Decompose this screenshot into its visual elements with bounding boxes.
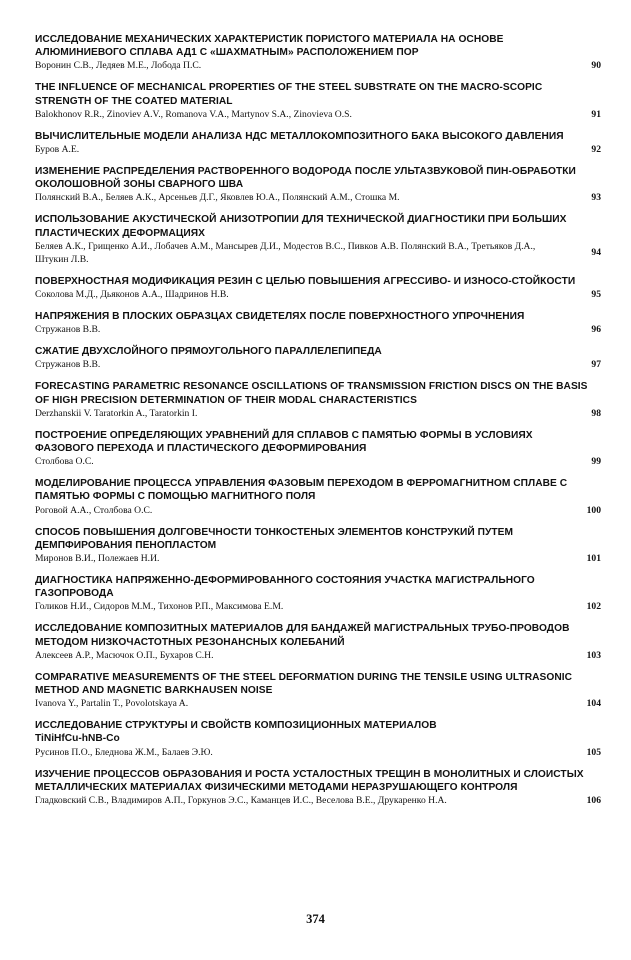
toc-entry-page-number: 91 <box>591 108 601 120</box>
toc-entry-page-number: 103 <box>586 649 601 661</box>
toc-entry-page-number: 100 <box>586 504 601 516</box>
toc-entry-authors: Стружанов В.В. <box>35 324 101 336</box>
toc-entry-page-number: 96 <box>591 324 601 336</box>
toc-entry-title: ИССЛЕДОВАНИЕ МЕХАНИЧЕСКИХ ХАРАКТЕРИСТИК ПОРИСТОГО МАТЕРИАЛА НА ОСНОВЕ АЛЮМИНИЕВОГО СПЛАВА АД1 С «ШАХМАТНЫМ» РАСПОЛОЖЕНИЕМ ПОР <box>35 34 504 59</box>
toc-entry-title: СЖАТИЕ ДВУХСЛОЙНОГО ПРЯМОУГОЛЬНОГО ПАРАЛЛЕЛЕПИПЕДА <box>35 346 382 358</box>
toc-entry <box>35 33 601 72</box>
toc-entry <box>35 81 601 120</box>
toc-entry-authors: Balokhonov R.R., Zinoviev A.V., Romanova V.A., Martynov S.A., Zinovieva O.S. <box>35 108 352 120</box>
toc-entry-authors: Воронин С.В., Ледяев М.Е., Лобода П.С. <box>35 60 202 72</box>
toc-entry <box>35 380 601 419</box>
toc-entry-title: МОДЕЛИРОВАНИЕ ПРОЦЕССА УПРАВЛЕНИЯ ФАЗОВЫМ ПЕРЕХОДОМ В ФЕРРОМАГНИТНОМ СПЛАВЕ С ПАМЯТЬЮ ФОРМЫ С ПОМОЩЬЮ МАГНИТНОГО ПОЛЯ <box>35 478 568 503</box>
toc-entry-title: ИСПОЛЬЗОВАНИЕ АКУСТИЧЕСКОЙ АНИЗОТРОПИИ ДЛЯ ТЕХНИЧЕСКОЙ ДИАГНОСТИКИ ПРИ БОЛЬШИХ ПЛАСТИЧЕСКИХ ДЕФОРМАЦИЯХ <box>35 214 567 239</box>
toc-entry-page-number: 105 <box>586 746 601 758</box>
toc-entry-subtitle: TiNiHfCu-hNB-Co <box>35 733 120 745</box>
toc-entry-title: ВЫЧИСЛИТЕЛЬНЫЕ МОДЕЛИ АНАЛИЗА НДС МЕТАЛЛОКОМПОЗИТНОГО БАКА ВЫСОКОГО ДАВЛЕНИЯ <box>35 130 564 142</box>
toc-entry <box>35 345 601 371</box>
toc-entry-page-number: 93 <box>591 192 601 204</box>
toc-entry-page-number: 94 <box>591 246 601 258</box>
toc-entry-authors: Ivanova Y., Partalin T., Povolotskaya A. <box>35 698 189 710</box>
toc-entry <box>35 671 601 710</box>
toc-entry-page-number: 104 <box>586 698 601 710</box>
toc-entry-authors: Беляев А.К., Грищенко А.И., Лобачев А.М., Мансырев Д.И., Модестов В.С., Пивков А.В. Полянский В.А., Третьяков Д.А., Штукин Л.В. <box>35 240 536 265</box>
toc-entry <box>35 768 601 807</box>
toc-entry <box>35 622 601 661</box>
toc-entry <box>35 429 601 468</box>
toc-entry-title: ИССЛЕДОВАНИЕ СТРУКТУРЫ И СВОЙСТВ КОМПОЗИЦИОННЫХ МАТЕРИАЛОВ <box>35 720 437 732</box>
toc-entry <box>35 719 601 758</box>
toc-entry-authors: Столбова О.С. <box>35 456 94 468</box>
toc-entry-title: FORECASTING PARAMETRIC RESONANCE OSCILLATIONS OF TRANSMISSION FRICTION DISCS ON THE BASIS OF HIGH PRECISION DETERMINATION OF THEIR MODAL CHARACTERISTICS <box>35 381 588 406</box>
toc-entry-authors: Русинов П.О., Бледнова Ж.М., Балаев Э.Ю. <box>35 746 213 758</box>
toc-entry-title: ДИАГНОСТИКА НАПРЯЖЕННО-ДЕФОРМИРОВАННОГО СОСТОЯНИЯ УЧАСТКА МАГИСТРАЛЬНОГО ГАЗОПРОВОДА <box>35 575 535 600</box>
toc-entry-authors: Алексеев А.Р., Масючок О.П., Бухаров С.Н. <box>35 649 214 661</box>
toc-entry-title: ПОВЕРХНОСТНАЯ МОДИФИКАЦИЯ РЕЗИН С ЦЕЛЬЮ ПОВЫШЕНИЯ АГРЕССИВО- И ИЗНОСО-СТОЙКОСТИ <box>35 275 576 287</box>
toc-entry-page-number: 90 <box>591 60 601 72</box>
toc-entry-title: СПОСОБ ПОВЫШЕНИЯ ДОЛГОВЕЧНОСТИ ТОНКОСТЕНЫХ ЭЛЕМЕНТОВ КОНСТРУКИЙ ПУТЕМ ДЕМПФИРОВАНИЯ ПЕНОПЛАСТОМ <box>35 526 514 551</box>
toc-entry <box>35 275 601 301</box>
toc-entry-title: ПОСТРОЕНИЕ ОПРЕДЕЛЯЮЩИХ УРАВНЕНИЙ ДЛЯ СПЛАВОВ С ПАМЯТЬЮ ФОРМЫ В УСЛОВИЯХ ФАЗОВОГО ПЕРЕХОДА И ПЛАСТИЧЕСКОГО ДЕФОРМИРОВАНИЯ <box>35 429 533 455</box>
toc-entry-authors: Голиков Н.И., Сидоров М.М., Тихонов Р.П., Максимова Е.М. <box>35 601 284 613</box>
toc-entry-page-number: 102 <box>586 601 601 613</box>
toc-entry-page-number: 92 <box>591 144 601 156</box>
toc-entry-title: COMPARATIVE MEASUREMENTS OF THE STEEL DEFORMATION DURING THE TENSILE USING ULTRASONIC METHOD AND MAGNETIC BARKHAUSEN NOISE <box>35 671 573 697</box>
toc-entry-authors: Соколова М.Д., Дьяконов А.А., Шадринов Н.В. <box>35 289 229 301</box>
toc-entry-authors: Гладковский С.В., Владимиров А.П., Горкунов Э.С., Каманцев И.С., Веселова В.Е., Друкаренко Н.А. <box>35 795 447 807</box>
toc-entry-authors: Полянский В.А., Беляев А.К., Арсеньев Д.Г., Яковлев Ю.А., Полянский А.М., Стошка М. <box>35 192 400 204</box>
toc-entry <box>35 477 601 516</box>
toc-entry-authors: Стружанов В.В. <box>35 359 101 371</box>
toc-entry-title: НАПРЯЖЕНИЯ В ПЛОСКИХ ОБРАЗЦАХ СВИДЕТЕЛЯХ ПОСЛЕ ПОВЕРХНОСТНОГО УПРОЧНЕНИЯ <box>35 311 525 323</box>
toc-entry-page-number: 106 <box>586 795 601 807</box>
toc-entry <box>35 130 601 156</box>
toc-entry-title: THE INFLUENCE OF MECHANICAL PROPERTIES OF THE STEEL SUBSTRATE ON THE MACRO-SCOPIC STRENGTH OF THE COATED MATERIAL <box>35 82 543 107</box>
toc-entry <box>35 165 601 204</box>
toc-entry <box>35 574 601 613</box>
toc-entry <box>35 526 601 565</box>
toc-entry-authors: Роговой А.А., Столбова О.С. <box>35 504 153 516</box>
toc-entry-authors: Миронов В.И., Полежаев Н.И. <box>35 553 160 565</box>
toc-entry-title: ИССЛЕДОВАНИЕ КОМПОЗИТНЫХ МАТЕРИАЛОВ ДЛЯ БАНДАЖЕЙ МАГИСТРАЛЬНЫХ ТРУБО-ПРОВОДОВ МЕТОДОМ НИЗКОЧАСТОТНЫХ РЕЗОНАНСНЫХ КОЛЕБАНИЙ <box>35 623 570 648</box>
toc-entry-title: ИЗУЧЕНИЕ ПРОЦЕССОВ ОБРАЗОВАНИЯ И РОСТА УСТАЛОСТНЫХ ТРЕЩИН В МОНОЛИТНЫХ И СЛОИСТЫХ МЕТАЛЛИЧЕСКИХ МАТЕРИАЛАХ ФИЗИЧЕСКИМИ МЕТОДАМИ НЕРАЗРУШАЮЩЕГО КОНТРОЛЯ <box>35 768 584 793</box>
table-of-contents <box>35 33 601 816</box>
toc-entry-page-number: 101 <box>586 553 601 565</box>
toc-entry-authors: Derzhanskii V. Taratorkin A., Taratorkin I. <box>35 407 198 419</box>
toc-entry-page-number: 97 <box>591 359 601 371</box>
page-number: 374 <box>306 912 325 926</box>
toc-entry-title: ИЗМЕНЕНИЕ РАСПРЕДЕЛЕНИЯ РАСТВОРЕННОГО ВОДОРОДА ПОСЛЕ УЛЬТАЗВУКОВОЙ ПИН-ОБРАБОТКИ ОКОЛОШОВНОЙ ЗОНЫ СВАРНОГО ШВА <box>35 166 576 191</box>
toc-entry-page-number: 95 <box>591 289 601 301</box>
toc-entry <box>35 213 601 265</box>
toc-entry-authors: Буров А.Е. <box>35 144 80 156</box>
toc-entry-page-number: 98 <box>591 407 601 419</box>
toc-entry-page-number: 99 <box>591 456 601 468</box>
toc-entry <box>35 310 601 336</box>
